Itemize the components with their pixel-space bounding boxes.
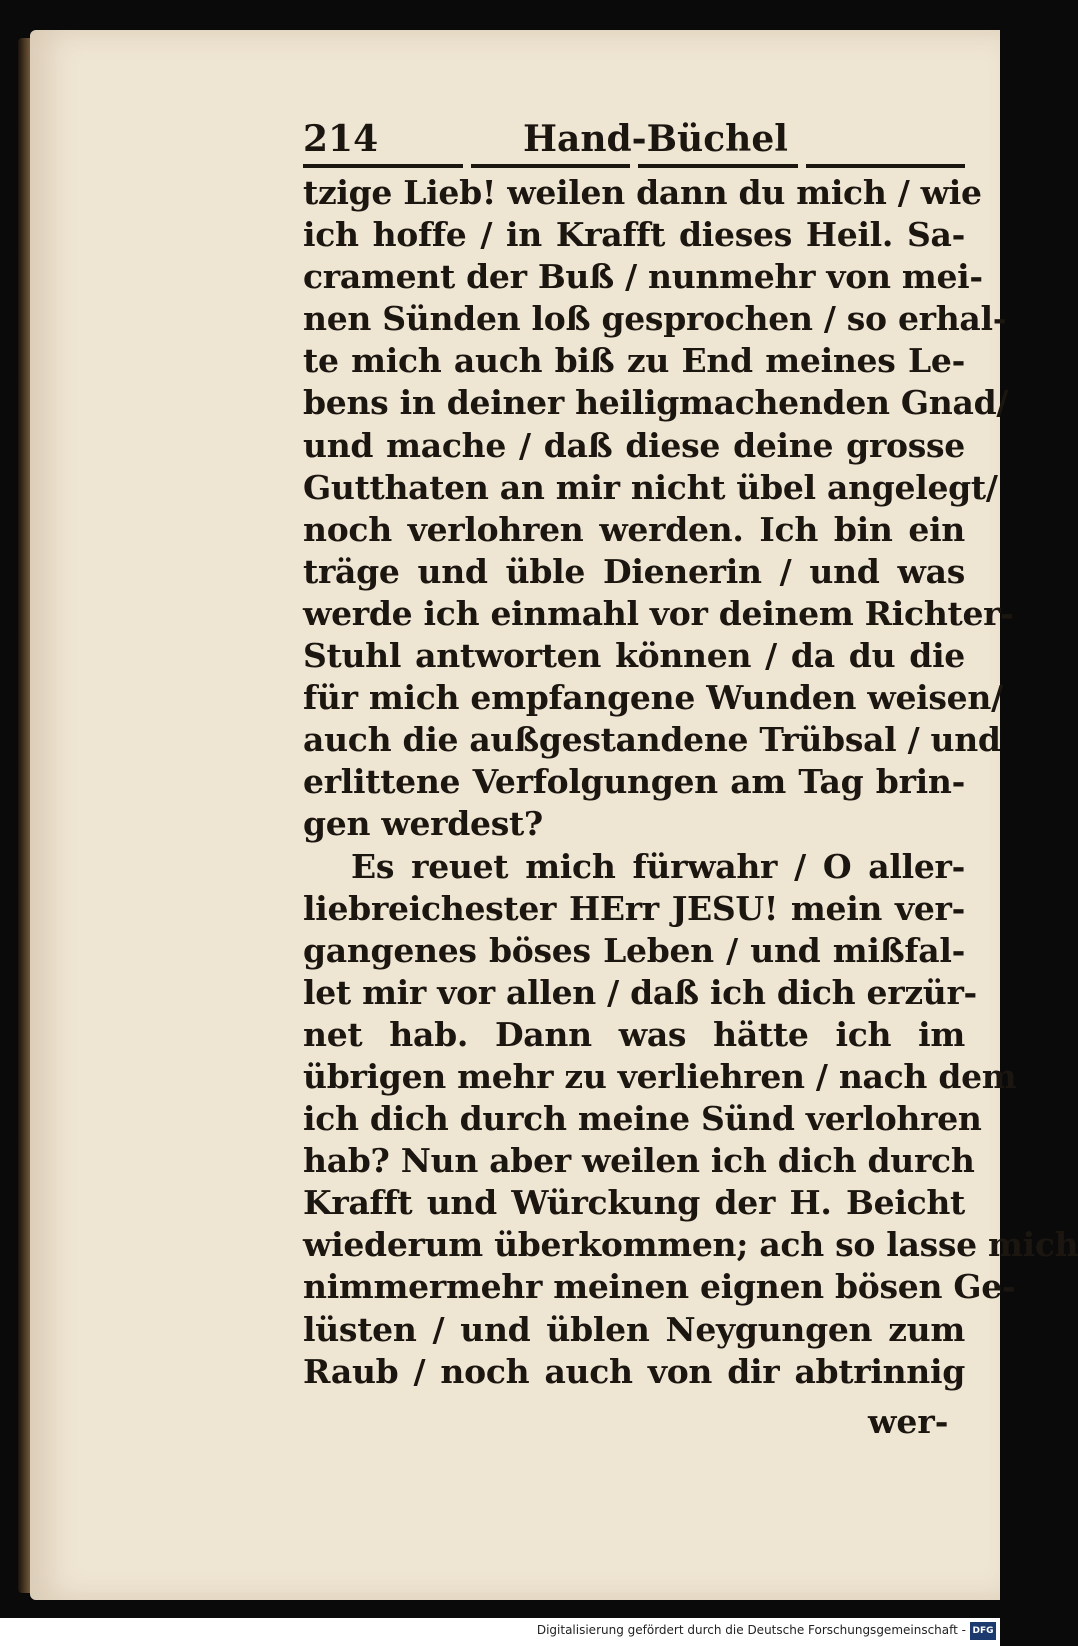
text-line: Stuhl antworten können / da du die [303, 636, 965, 676]
header-rule-segment [806, 164, 966, 168]
text-line: crament der Buß / nunmehr von mei- [303, 257, 983, 297]
funding-credit: Digitalisierung gefördert durch die Deutsche Forschungsgemeinschaft - [536, 1623, 966, 1637]
text-line: Raub / noch auch von dir abtrinnig [303, 1351, 965, 1391]
running-head [303, 118, 963, 162]
body-text [303, 172, 1078, 1393]
text-line: ich hoffe / in Krafft dieses Heil. Sa- [303, 215, 965, 255]
text-line: Krafft und Würckung der H. Beicht [303, 1183, 965, 1223]
header-rule-segment [471, 164, 631, 168]
text-line: hab? Nun aber weilen ich dich durch [303, 1141, 975, 1181]
catchword: wer- [868, 1402, 949, 1441]
header-rule-segment [638, 164, 798, 168]
text-line: gangenes böses Leben / und mißfal- [303, 930, 965, 970]
footer-strip [0, 1618, 1000, 1646]
text-line: erlittene Verfolgungen am Tag brin- [303, 762, 965, 802]
text-line: ich dich durch meine Sünd verlohren [303, 1099, 982, 1139]
text-line: gen werdest? [303, 804, 543, 844]
text-line: tzige Lieb! weilen dann du mich / wie [303, 173, 982, 212]
text-line: net hab. Dann was hätte ich im [303, 1014, 965, 1054]
text-line: träge und üble Dienerin / und was [303, 551, 965, 591]
text-line: noch verlohren werden. Ich bin ein [303, 509, 965, 549]
page-number: 214 [303, 118, 379, 160]
text-line: Es reuet mich fürwahr / O aller- [351, 846, 965, 886]
text-line: te mich auch biß zu End meines Le- [303, 341, 965, 381]
text-line: übrigen mehr zu verliehren / nach dem [303, 1056, 1017, 1096]
header-rule-segment [303, 164, 463, 168]
text-line: für mich empfangene Wunden weisen/ [303, 678, 1003, 718]
dfg-logo: DFG [970, 1622, 996, 1640]
text-line: nen Sünden loß gesprochen / so erhal- [303, 299, 1007, 339]
text-line: nimmermehr meinen eignen bösen Ge- [303, 1267, 1016, 1307]
running-title: Hand-Büchel [523, 118, 788, 160]
text-line: let mir vor allen / daß ich dich erzür- [303, 972, 977, 1012]
text-line: werde ich einmahl vor deinem Richter- [303, 593, 1014, 633]
text-line: Gutthaten an mir nicht übel angelegt/ [303, 467, 998, 507]
text-line: lüsten / und üblen Neygungen zum [303, 1309, 965, 1349]
text-line: wiederum überkommen; ach so lasse mich [303, 1225, 1078, 1265]
text-line: liebreichester HErr JESU! mein ver- [303, 888, 965, 928]
header-rule [303, 164, 965, 170]
text-line: bens in deiner heiligmachenden Gnad/ [303, 383, 1009, 423]
text-line: auch die außgestandene Trübsal / und [303, 720, 1001, 760]
text-line: und mache / daß diese deine grosse [303, 425, 965, 465]
